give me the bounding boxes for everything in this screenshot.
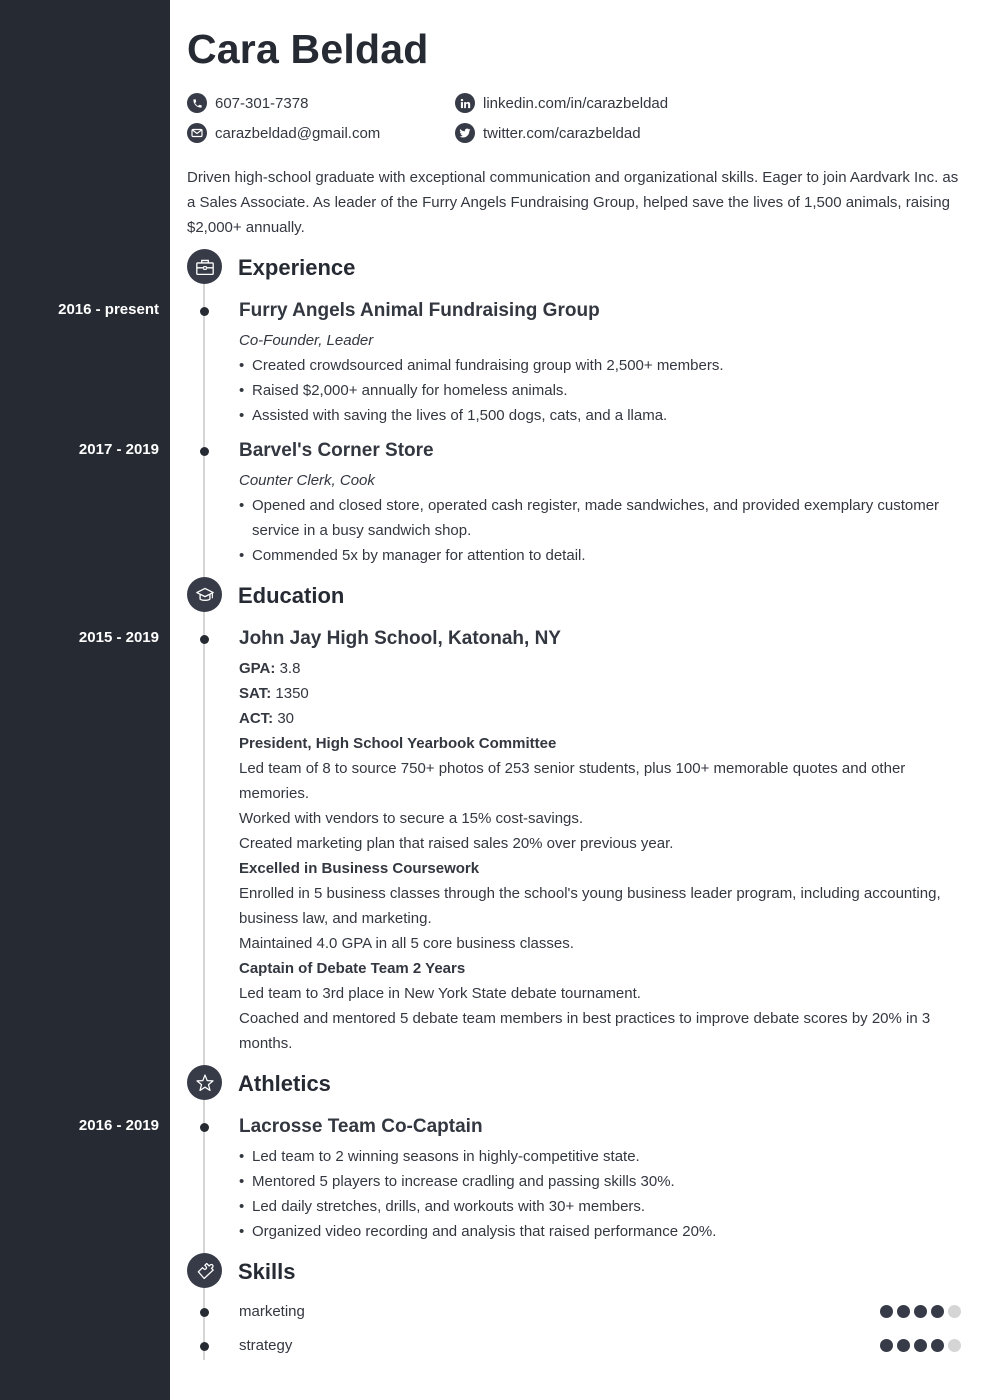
timeline-dot: [200, 1342, 209, 1351]
activity-line: Created marketing plan that raised sales 20% over previous year.: [239, 835, 674, 852]
activity-line: Led team to 3rd place in New York State debate tournament.: [239, 985, 641, 1002]
bullet-item: • Raised $2,000+ annually for homeless animals.: [239, 378, 969, 403]
rating-dot-empty: [948, 1305, 961, 1318]
contact-linkedin-text[interactable]: linkedin.com/in/carazbeldad: [483, 94, 669, 112]
skill-rating: [880, 1305, 961, 1318]
bullet-list: [239, 353, 969, 428]
entry-title: Furry Angels Animal Fundraising Group: [239, 300, 600, 321]
activity-line: Led team of 8 to source 750+ photos of 253 senior students, plus 100+ memorable quotes and other memories.: [239, 760, 906, 802]
summary: Driven high-school graduate with exceptional communication and organizational skills. Eager to join Aardvark Inc. as a Sales Associate. As leader of the Furry Angels Fundraising Group, helped save the lives of 1,500 animals, raising $2,000+ annually.: [187, 169, 959, 236]
rating-dot-filled: [880, 1339, 893, 1352]
score-sat: SAT: 1350: [239, 685, 309, 702]
timeline-dot: [200, 447, 209, 456]
bullet-item: • Mentored 5 players to increase cradling and passing skills 30%.: [239, 1169, 969, 1194]
activity-heading: Captain of Debate Team 2 Years: [239, 960, 466, 977]
entry-date: 2015 - 2019: [78, 629, 159, 646]
briefcase-icon: [187, 249, 222, 284]
email-icon: [187, 123, 207, 143]
skill-name: strategy: [239, 1337, 293, 1354]
entry-title: Barvel's Corner Store: [239, 440, 434, 461]
contact-twitter: [455, 123, 641, 143]
contact-email: [187, 123, 380, 143]
activity-heading: Excelled in Business Coursework: [239, 860, 480, 877]
bullet-list: [239, 1144, 969, 1244]
rating-dot-filled: [914, 1305, 927, 1318]
rating-dot-filled: [880, 1305, 893, 1318]
activity-line: Worked with vendors to secure a 15% cost-savings.: [239, 810, 584, 827]
star-icon: [187, 1065, 222, 1100]
timeline-dot: [200, 635, 209, 644]
entry-body: [239, 328, 969, 428]
skill-row: [239, 1337, 961, 1354]
bullet-item: • Led team to 2 winning seasons in highly-competitive state.: [239, 1144, 969, 1169]
bullet-list: [239, 493, 969, 568]
rating-dot-filled: [897, 1305, 910, 1318]
bullet-item: • Assisted with saving the lives of 1,500 dogs, cats, and a llama.: [239, 403, 969, 428]
entry-role: Counter Clerk, Cook: [239, 472, 375, 489]
score-act: ACT: 30: [239, 710, 295, 727]
rating-dot-empty: [948, 1339, 961, 1352]
contact-phone-text[interactable]: 607-301-7378: [215, 94, 309, 112]
section-title-athletics: Athletics: [238, 1071, 331, 1096]
entry-body: [239, 656, 969, 1056]
twitter-icon: [455, 123, 475, 143]
skill-rating: [880, 1339, 961, 1352]
puzzle-icon: [187, 1253, 222, 1288]
graduation-cap-icon: [187, 577, 222, 612]
entry-body: [239, 1144, 969, 1244]
contact-twitter-text[interactable]: twitter.com/carazbeldad: [483, 124, 641, 142]
contact-email-text[interactable]: carazbeldad@gmail.com: [215, 124, 381, 142]
activity-line: Enrolled in 5 business classes through the school's young business leader program, including accounting, business law, and marketing.: [239, 885, 941, 927]
rating-dot-filled: [914, 1339, 927, 1352]
bullet-item: • Created crowdsourced animal fundraising group with 2,500+ members.: [239, 353, 969, 378]
bullet-item: • Organized video recording and analysis that raised performance 20%.: [239, 1219, 969, 1244]
entry-role: Co-Founder, Leader: [239, 332, 374, 349]
entry-date: 2017 - 2019: [78, 441, 159, 458]
phone-icon: [187, 93, 207, 113]
contact-linkedin: [455, 93, 668, 113]
bullet-item: • Commended 5x by manager for attention to detail.: [239, 543, 969, 568]
linkedin-icon: [455, 93, 475, 113]
skill-row: [239, 1303, 961, 1320]
timeline-dot: [200, 1123, 209, 1132]
entry-date: 2016 - present: [58, 301, 159, 318]
rating-dot-filled: [931, 1339, 944, 1352]
timeline-line: [203, 284, 205, 1360]
entry-date: 2016 - 2019: [78, 1117, 159, 1134]
skill-name: marketing: [239, 1303, 305, 1320]
section-title-experience: Experience: [238, 255, 356, 280]
entry-title: Lacrosse Team Co-Captain: [239, 1116, 483, 1137]
rating-dot-filled: [897, 1339, 910, 1352]
bullet-item: • Opened and closed store, operated cash register, made sandwiches, and provided exemplary customer service in a busy sandwich shop.: [239, 493, 969, 543]
candidate-name: Cara Beldad: [187, 26, 429, 72]
bullet-item: • Led daily stretches, drills, and workouts with 30+ members.: [239, 1194, 969, 1219]
section-title-education: Education: [238, 583, 345, 608]
contact-phone: [187, 93, 308, 113]
timeline-dot: [200, 307, 209, 316]
entry-title: John Jay High School, Katonah, NY: [239, 628, 561, 649]
section-title-skills: Skills: [238, 1259, 296, 1284]
entry-body: [239, 468, 969, 568]
activity-line: Maintained 4.0 GPA in all 5 core business classes.: [239, 935, 574, 952]
timeline-dot: [200, 1308, 209, 1317]
rating-dot-filled: [931, 1305, 944, 1318]
sidebar: [0, 0, 170, 1400]
activity-heading: President, High School Yearbook Committee: [239, 735, 557, 752]
score-gpa: GPA: 3.8: [239, 660, 301, 677]
activity-line: Coached and mentored 5 debate team members in best practices to improve debate scores by 20% in 3 months.: [239, 1010, 931, 1052]
